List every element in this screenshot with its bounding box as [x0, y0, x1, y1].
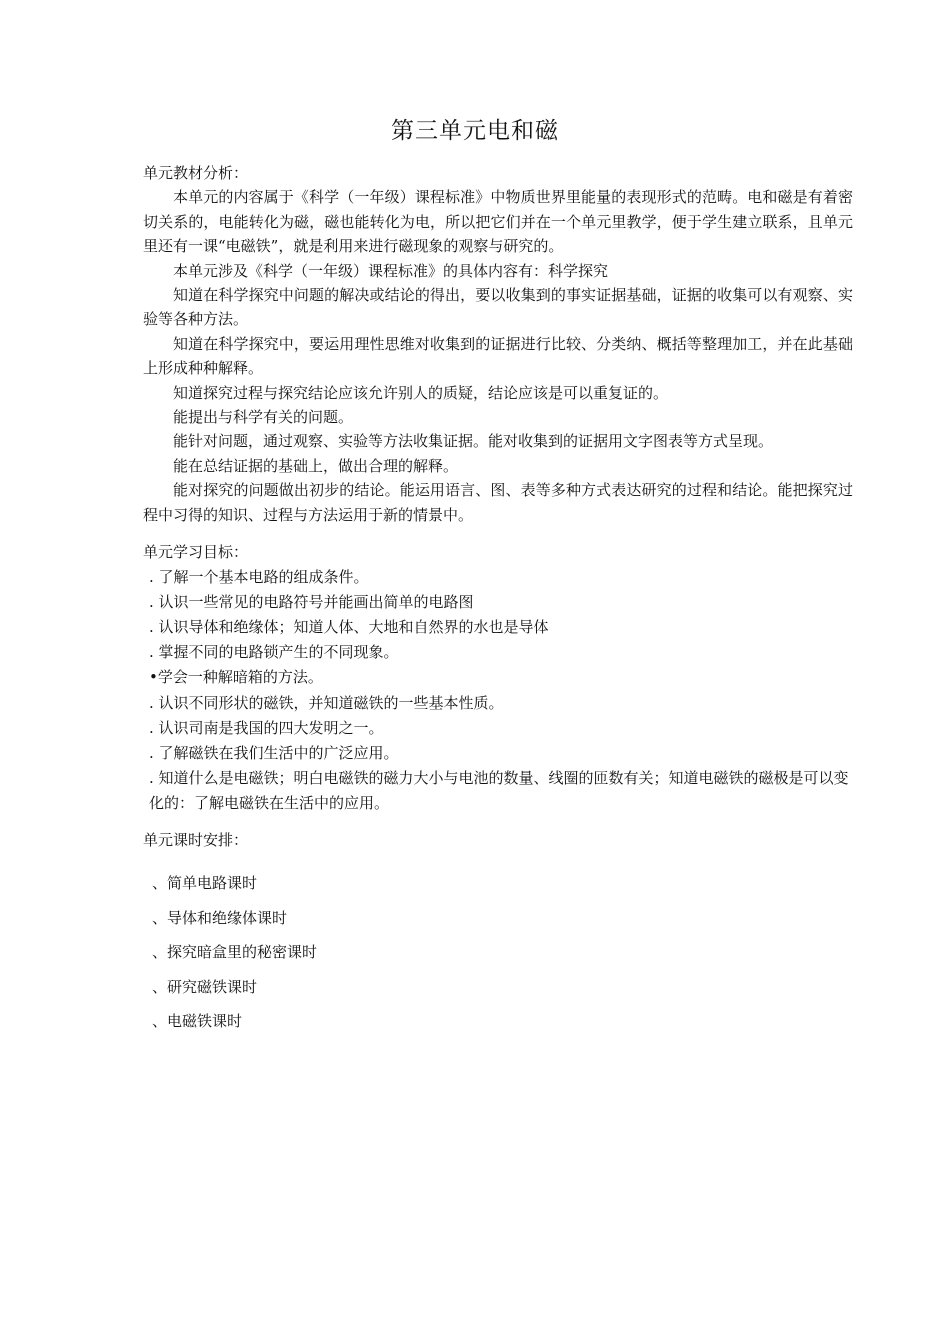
schedule-item: 、研究磁铁课时 — [152, 977, 258, 996]
analysis-paragraph: 知道在科学探究中问题的解决或结论的得出，要以收集到的事实证据基础，证据的收集可以有观察、实验等各种方法。 — [143, 286, 853, 329]
analysis-paragraph: 本单元的内容属于《科学（一年级）课程标准》中物质世界里能量的表现形式的范畴。电和磁是有着密切关系的，电能转化为磁，磁也能转化为电，所以把它们并在一个单元里教学，便于学生建立联系，且单元里还有一课“电磁铁”，就是利用来进行磁现象的观察与研究的。 — [143, 188, 853, 256]
schedule-item: 、探究暗盒里的秘密课时 — [152, 943, 318, 962]
goal-item: . 知道什么是电磁铁；明白电磁铁的磁力大小与电池的数量、线圈的匝数有关；知道电磁铁的磁极是可以变化的：了解电磁铁在生活中的应用。 — [149, 769, 849, 812]
goal-item: . 了解一个基本电路的组成条件。 — [149, 567, 369, 586]
schedule-list — [143, 866, 853, 1038]
goal-item: . 掌握不同的电路锁产生的不同现象。 — [149, 643, 399, 662]
goal-item: . 认识司南是我国的四大发明之一。 — [149, 718, 384, 737]
analysis-paragraph: 能在总结证据的基础上，做出合理的解释。 — [173, 456, 459, 475]
goal-item: •学会一种解暗箱的方法。 — [149, 668, 323, 687]
goal-item: . 认识导体和绝缘体；知道人体、大地和自然界的水也是导体 — [149, 617, 549, 636]
analysis-paragraph: 能针对问题，通过观察、实验等方法收集证据。能对收集到的证据用文字图表等方式呈现。 — [173, 432, 774, 451]
goals-heading: 单元学习目标： — [143, 543, 249, 562]
analysis-paragraph: 知道探究过程与探究结论应该允许别人的质疑，结论应该是可以重复证的。 — [173, 383, 669, 402]
goal-item: . 了解磁铁在我们生活中的广泛应用。 — [149, 743, 399, 762]
analysis-heading: 单元教材分析： — [143, 164, 249, 182]
goals-list — [143, 565, 853, 815]
schedule-item: 、导体和绝缘体课时 — [152, 908, 288, 927]
goal-item: . 认识不同形状的磁铁，并知道磁铁的一些基本性质。 — [149, 693, 504, 712]
analysis-paragraph: 知道在科学探究中，要运用理性思维对收集到的证据进行比较、分类纳、概括等整理加工，并在此基础上形成种种解释。 — [143, 334, 853, 378]
schedule-item: 、电磁铁课时 — [152, 1011, 243, 1030]
document-title: 第三单元电和磁 — [391, 118, 559, 144]
schedule-heading: 单元课时安排： — [143, 830, 249, 849]
analysis-paragraph: 本单元涉及《科学（一年级）课程标准》的具体内容有：科学探究 — [173, 261, 609, 280]
document-body — [143, 161, 853, 1038]
schedule-item: 、简单电路课时 — [152, 874, 258, 893]
analysis-paragraph: 能提出与科学有关的问题。 — [173, 408, 354, 427]
goal-item: . 认识一些常见的电路符号并能画出简单的电路图 — [149, 592, 474, 611]
analysis-paragraph: 能对探究的问题做出初步的结论。能运用语言、图、表等多种方式表达研究的过程和结论。能把探究过程中习得的知识、过程与方法运用于新的情景中。 — [143, 481, 853, 524]
